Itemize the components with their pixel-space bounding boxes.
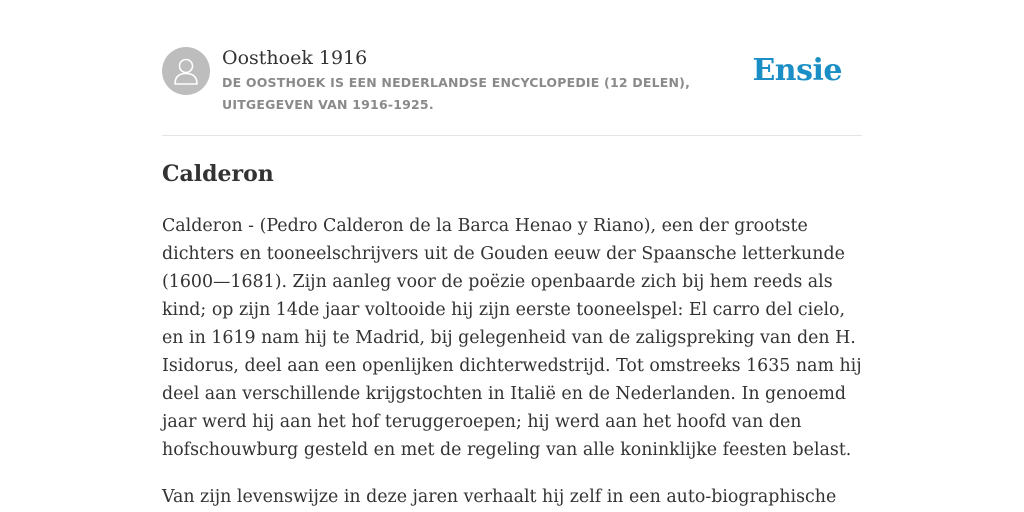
source-header xyxy=(162,46,862,116)
entry-paragraph: Calderon - (Pedro Calderon de la Barca Henao y Riano), een der grootste dichters en tooneelschrijvers uit de Gouden eeuw der Spaansche letterkunde (1600—1681). Zijn aanleg voor de poëzie openbaarde zich bij hem reeds als kind; op zijn 14de jaar voltooide hij zijn eerste tooneelspel: El carro del cielo, en in 1619 nam hij te Madrid, bij gelegenheid van de zaligspreking van den H. Isidorus, deel aan een openlijken dichterwedstrijd. Tot omstreeks 1635 nam hij deel aan verschillende krijgstochten in Italië en de Nederlanden. In genoemd jaar werd hij aan het hof teruggeroepen; hij werd aan het hoofd van den hofschouwburg gesteld en met de regeling van alle koninklijke feesten belast. xyxy=(162,216,862,460)
entry-title: Calderon xyxy=(162,161,274,187)
source-description: DE OOSTHOEK IS EEN NEDERLANDSE ENCYCLOPEDIE (12 DELEN), UITGEGEVEN VAN 1916-1925. xyxy=(222,75,691,112)
entry-paragraph: Van zijn levenswijze in deze jaren verhaalt hij zelf in een auto-biographische xyxy=(162,487,837,507)
article-page xyxy=(162,0,862,512)
source-avatar[interactable] xyxy=(162,47,210,95)
source-title[interactable]: Oosthoek 1916 xyxy=(222,47,368,69)
user-icon xyxy=(172,56,200,86)
entry-body xyxy=(162,212,867,512)
header-divider xyxy=(162,135,862,136)
ensie-logo[interactable]: Ensie xyxy=(752,53,842,88)
